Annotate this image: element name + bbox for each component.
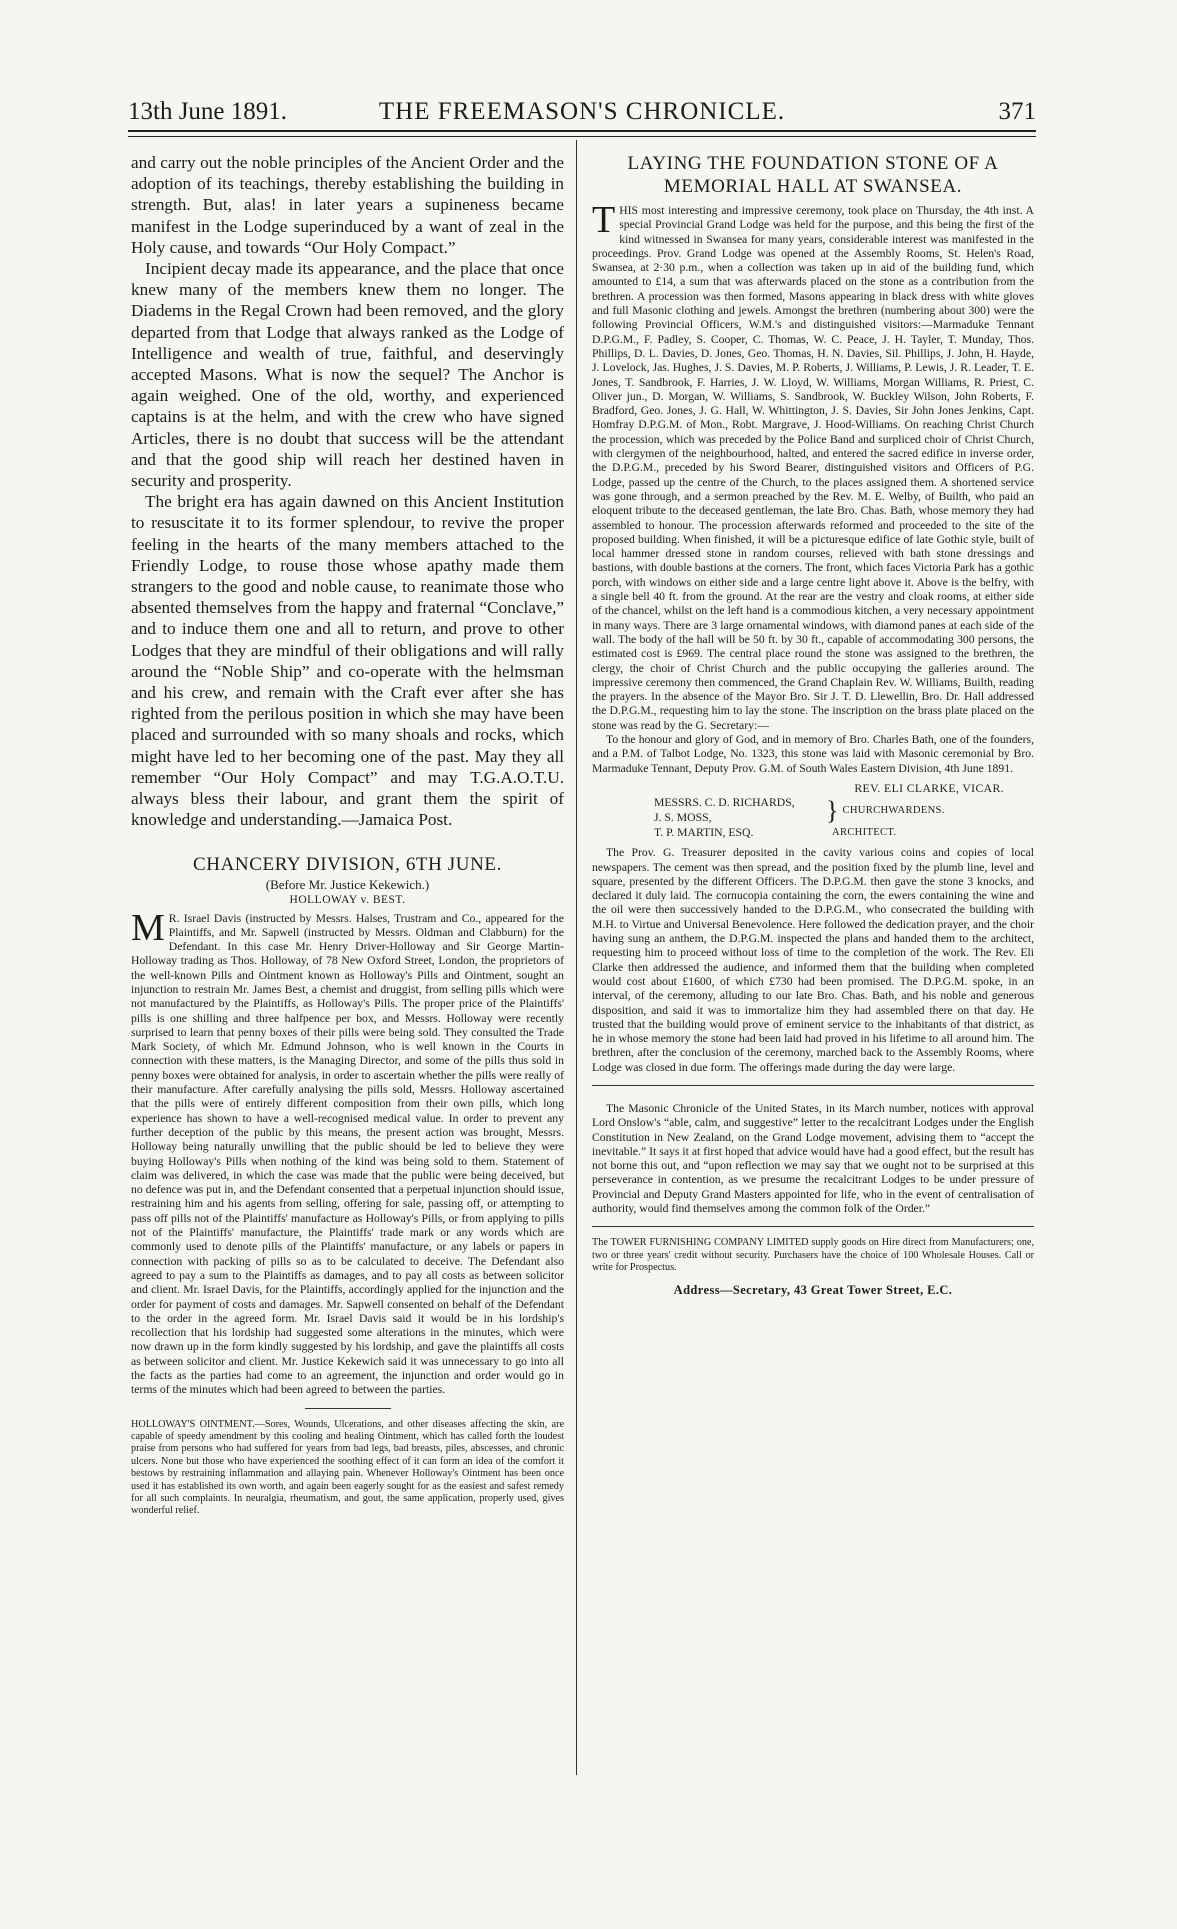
jamaica-paragraph-1: and carry out the noble principles of the Ancient Order and the adoption of its teachings, thereby establishing the building in strength. But, alas! in later years a supineness became manifest in the Lodge superinduced by a want of zeal in the Holy cause, and towards “Our Holy Compact.” xyxy=(131,153,564,257)
case-title: HOLLOWAY v. BEST. xyxy=(289,893,406,906)
header-rule-thin xyxy=(128,136,1036,137)
architect-label: ARCHITECT. xyxy=(832,826,897,838)
warden-name-2: J. S. MOSS, xyxy=(654,811,712,825)
chancery-heading: CHANCERY DIVISION, 6TH JUNE. xyxy=(192,853,502,875)
brace-glyph: } xyxy=(826,796,839,826)
masonic-chronicle-note: The Masonic Chronicle of the United States, in its March number, notices with approval Lord Onslow's “able, calm, and suggestive” letter to the recalcitrant Lodges under the English Constitution in New Zealand, on the Grand Lodge movement, advising them to “accept the inevitable.” It says it at first hoped that advice would have had a good effect, but the result has not borne this out, and “upon reflection we may say that we ought not to be surprised at this perseverance in contention, as we presume the recalcitrant Lodges to be under pressure of Provincial and Deputy Grand Masters appointed for life, who in the event of centralisation of authority, would find themselves among the common folk of the Order.” xyxy=(592,1102,1034,1216)
jamaica-paragraph-3: The bright era has again dawned on this Ancient Institution to resuscitate it to its former splendour, to revive the proper feeling in the hearts of the many members attached to the Friendly Lodge, to rouse those whose apathy made them strangers to the good and noble cause, to reanimate those who absented themselves from the happy and fraternal “Conclave,” and to induce them one and all to return, and prove to other Lodges that they are mindful of their obligations and will rally around the “Noble Ship” and co-operate with the helmsman and his crew, and remain with the Craft ever after she has righted from the perilous position in which she may have been placed and surrounded with so many shoals and rocks, which might have led to her becoming one of the past. May they all remember “Our Holy Compact” and may T.G.A.O.T.U. always bless their labour, and grant them the spirit of knowledge and understanding.—Jamaica Post. xyxy=(131,492,564,830)
left-column xyxy=(131,152,564,1777)
section-divider-right xyxy=(592,1085,1034,1086)
chancery-dropcap: M xyxy=(131,906,165,949)
column-divider xyxy=(576,140,577,1775)
masthead-title: THE FREEMASON'S CHRONICLE. xyxy=(378,98,786,125)
chancery-body xyxy=(131,906,564,1398)
page-header xyxy=(128,92,1036,128)
churchwardens-row xyxy=(592,796,1034,825)
jamaica-paragraph-2: Incipient decay made its appearance, and the place that once knew many of the members knew them no longer. The Diadems in the Regal Crown had been removed, and the glory departed from that Lodge that always ranked as the Lodge of Intelligence and wealth of true, faithful, and deservingly accepted Masons. What is now the sequel? The Anchor is again weighed. One of the old, worthy, and experienced captains is at the helm, and with the crew who have signed Articles, there is no doubt that success will be the attendant and that the good ship will reach her destined haven in security and prosperity. xyxy=(131,259,564,491)
churchwardens-label: CHURCHWARDENS. xyxy=(842,804,945,816)
issue-date: 13th June 1891. xyxy=(128,98,288,125)
swansea-heading: LAYING THE FOUNDATION STONE OF A MEMORIAL HALL AT SWANSEA. xyxy=(627,153,999,197)
right-column xyxy=(592,152,1034,1777)
swansea-dropcap: T xyxy=(592,199,616,241)
signatures-block xyxy=(592,782,1034,840)
swansea-body-1 xyxy=(592,199,1034,733)
chancery-subheading: (Before Mr. Justice Kekewich.) xyxy=(265,876,430,892)
vicar-signature: REV. ELI CLARKE, VICAR. xyxy=(854,781,1004,795)
page-number: 371 xyxy=(998,98,1036,125)
header-rule-thick xyxy=(128,130,1036,132)
tower-furnishing-advert: The TOWER FURNISHING COMPANY LIMITED supply goods on Hire direct from Manufacturers; one, two or three years' credit without security. Purchasers have the choice of 100 Wholesale Houses. Call or write for Prospectus. xyxy=(592,1237,1034,1274)
inscription-text: To the honour and glory of God, and in memory of Bro. Charles Bath, one of the founders, and a P.M. of Talbot Lodge, No. 1323, this stone was laid with Masonic ceremonial by Bro. Marmaduke Tennant, Deputy Prov. G.M. of South Wales Eastern Division, 4th June 1891. xyxy=(592,732,1034,775)
architect-name: T. P. MARTIN, ESQ. xyxy=(654,825,754,839)
holloway-advert: HOLLOWAY'S OINTMENT.—Sores, Wounds, Ulcerations, and other diseases affecting the skin, are capable of speedy amendment by this cooling and healing Ointment, which has called forth the loudest praise from persons who had suffered for years from bad legs, bad breasts, piles, abscesses, and chronic ulcers. None but those who have experienced the soothing effect of it can form an idea of the comfort it bestows by restraining inflammation and allaying pain. Whenever Holloway's Ointment has been once used it has established its own worth, and again been eagerly sought for as the easiest and safest remedy for all such complaints. In neuralgia, rheumatism, and gout, the same application, properly used, gives wonderful relief. xyxy=(131,1418,564,1517)
swansea-text-1: HIS most interesting and impressive ceremony, took place on Thursday, the 4th inst. A special Provincial Grand Lodge was held for the purpose, and this being the first of the kind witnessed in Swansea for many years, considerable interest was manifested in the proceedings. Prov. Grand Lodge was opened at the Assembly Rooms, St. Helen's Road, Swansea, at 2·30 p.m., when a collection was taken up in aid of the building fund, which amounted to £14, a sum that was afterwards placed on the stone as a contribution from the brethren. A procession was then formed, Masons appearing in black dress with white gloves and full Masonic clothing and jewels. Amongst the brethren (numbering about 300) were the following Provincial Officers, W.M.'s and distinguished visitors:—Marmaduke Tennant D.P.G.M., F. Padley, S. Cooper, C. Thomas, W. C. Peace, J. H. Tayler, T. Munday, Thos. Phillips, D. L. Davies, D. Jones, Geo. Thomas, H. N. Davies, Sil. Phillips, J. John, H. Hayde, J. Lovelock, Jas. Hughes, J. S. Davies, M. P. Roberts, J. Williams, P. Lewis, J. R. Leader, T. E. Jones, T. Sandbrook, F. Harries, J. W. Lloyd, W. Williams, Morgan Williams, R. Priest, C. Oliver jun., D. Morgan, W. Williams, S. Sandbrook, W. Buckley Wilson, John Roberts, F. Bradford, Geo. Jones, J. G. Hall, W. Whittington, J. S. Davies, Sir John Jones Jenkins, Capt. Homfray D.P.G.M. of Mon., Robt. Margrave, J. Hood-Williams. On reaching Christ Church the procession, which was preceded by the Police Band and surpliced choir of Christ Church, with clergymen of the neighbourhood, halted, and entered the sacred edifice in inverse order, the D.P.G.M., preceded by his Sword Bearer, distinguished visitors and Officers of P.G. Lodge, passed up the centre of the Church, to the places assigned them. A shortened service was gone through, and a sermon preached by the Rev. M. E. Welby, of Builth, who paid an eloquent tribute to the deceased gentleman, the late Bro. Chas. Bath, whose memory they had assembled to honour. The procession afterwards reformed and proceeded to the site of the proposed building. When finished, it will be a picturesque edifice of late Gothic style, built of local hammer dressed stone in random courses, relieved with bath stone dressings and bastions, with double bastions at the corners. The front, which faces Victoria Park has a gothic porch, with windows on either side and a large centre light above it. Above is the belfry, with a single bell 40 ft. from the ground. At the rear are the vestry and cloak rooms, at either side of the chancel, whilst on the left hand is a commodious kitchen, a very necessary appointment in many ways. There are 3 large ornamental windows, with diamond panes at each side of the wall. The body of the hall will be 50 ft. by 30 ft., capable of accommodating 300 persons, the estimated cost is £969. The central place round the stone was assigned to the brethren, the clergy, the choir of Christ Church and the public occupying the galleries around. The impressive ceremony then commenced, the Grand Chaplain Rev. W. Williams, Builth, reading the prayers. In the absence of the Mayor Bro. Sir J. T. D. Llewellin, Bro. Dr. Hall addressed the D.P.G.M., requesting him to lay the stone. The inscription on the brass plate placed on the stone was read by the G. Secretary:— xyxy=(592,204,1034,732)
warden-name-1: MESSRS. C. D. RICHARDS, xyxy=(654,796,795,810)
chancery-text: R. Israel Davis (instructed by Messrs. Halses, Trustram and Co., appeared for the Plaintiffs, and Mr. Sapwell (instructed by Messrs. Oldman and Clabburn) for the Defendant. In this case Mr. Henry Driver-Holloway and Sir George Martin-Holloway trading as Thos. Holloway, of 78 New Oxford Street, London, the proprietors of the well-known Pills and Ointment known as Holloway's Pills and Ointment, sought an injunction to restrain Mr. James Best, a chemist and druggist, from selling pills which were not manufactured by the Plaintiffs, as Holloway's Pills. The proper price of the Plaintiffs' pills is one shilling and three halfpence per box, and Messrs. Holloway were recently surprised to learn that penny boxes of their pills were being sold. They consulted the Trade Mark Society, of which Mr. Edmund Johnson, who is well known in the Courts in connection with these matters, is the Managing Director, and some of the pills thus sold in penny boxes were obtained for analysis, in order to ascertain whether the pills were really of their manufacture. After carefully analysing the pills sold, Messrs. Holloway ascertained that the pills were of entirely different composition from their own pills, which long experience has shown to have a well-recognised medical value. In order to prevent any further deception of the public by this means, the present action was brought, Messrs. Holloway being naturally unwilling that the public should be led to believe they were buying Holloway's Pills when nothing of the kind was being sold to them. Statement of claim was delivered, in which the case was made that the public were being deceived, but no defence was put in, and the Defendant consented that a perpetual injunction should issue, restraining him and his agents from selling, offering for sale, passing off, or attempting to pass off pills not of the Plaintiffs' manufacture as Holloway's Pills, or from applying to pills not of the Plaintiffs' manufacture, the Plaintiffs' trade mark or any words which are commonly used to denote pills of the Plaintiffs' manufacture, or any labels or papers in connection with packing of pills so as to be calculated to deceive. The Defendant also agreed to pay a sum to the Plaintiffs as damages, and to pay all costs as between solicitor and client. Mr. Israel Davis, for the Plaintiffs, accordingly applied for the injunction and the order for payment of costs and damages. Mr. Sapwell consented on behalf of the Defendant to the order in the agreed form. Mr. Israel Davis said it would be in his lordship's recollection that his lordship had suggested some alterations in the minutes, which were now drawn up in the form kindly suggested by his lordship, and gave the plaintiffs all costs as between solicitor and client. Mr. Justice Kekewich said it was unnecessary to go into all the facts as the parties had come to an agreement, the injunction and order would go in terms of the minutes which had been agreed to between the parties. xyxy=(131,911,564,1397)
architect-row xyxy=(592,826,1034,841)
advert-address: Address—Secretary, 43 Great Tower Street, E.C. xyxy=(673,1282,953,1297)
swansea-body-2: The Prov. G. Treasurer deposited in the cavity various coins and copies of local newspapers. The cement was then spread, and the position fixed by the plumb line, level and square, presented by the different Officers. The D.P.G.M. then gave the stone 3 knocks, and declared it duly laid. The cornucopia containing the corn, the ewers containing the wine and the oil were then successively handed to the D.P.G.M., who consecrated the building with M.H. to Virtue and Universal Benevolence. Here followed the dedication prayer, and the choir having sung an anthem, the D.P.G.M. inspected the plans and handed them to the architect, requesting him to proceed without loss of time to the completion of the work. The Rev. Eli Clarke then addressed the audience, and informed them that the building when completed would cost about £1600, of which £730 had been promised. The D.P.G.M. spoke, in an interval, of the ceremony, alluding to our late Bro. Chas. Bath, and his noble and generous disposition, and said it was to immortalize him they had assembled there on that day. He trusted that the building would prove of eminent service to the inhabitants of that district, as he in whose memory the stone had been laid had proved in his lifetime to all around him. The brethren, after the conclusion of the ceremony, marched back to the Assembly Rooms, where Lodge was closed in due form. The offerings made during the day were large. xyxy=(592,846,1034,1074)
section-divider xyxy=(305,1408,391,1409)
advert-divider xyxy=(592,1226,1034,1227)
